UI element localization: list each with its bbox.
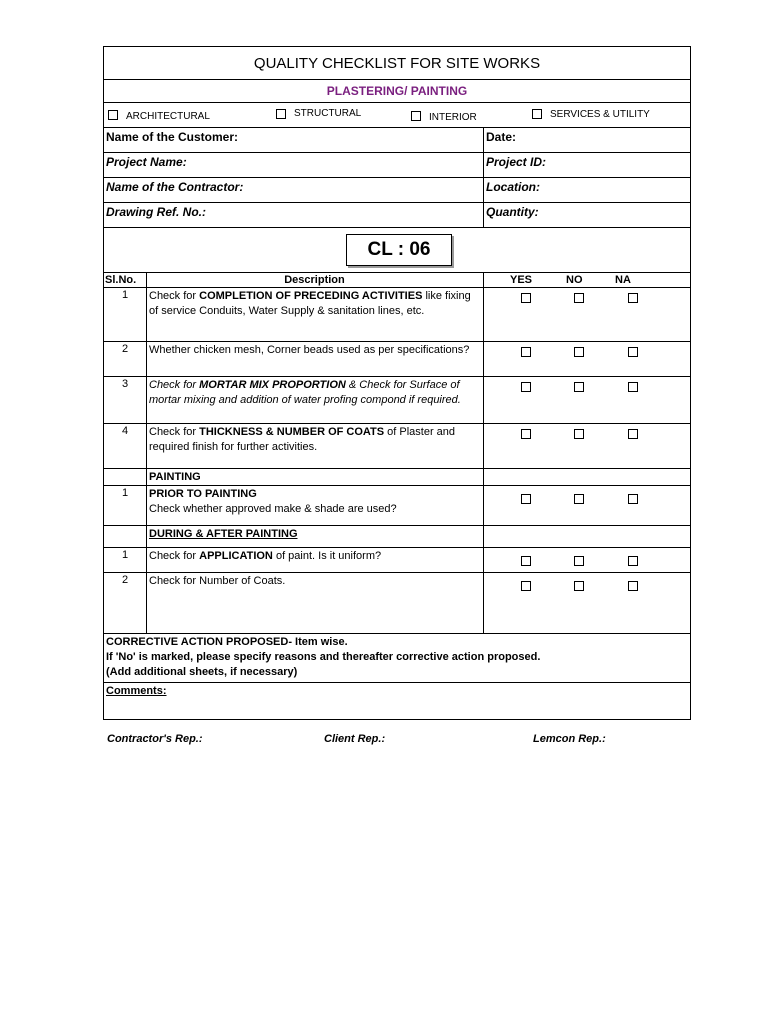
checkbox-na[interactable] bbox=[628, 293, 638, 303]
checkbox-no[interactable] bbox=[574, 556, 584, 566]
lemcon-rep-label: Lemcon Rep.: bbox=[533, 733, 606, 745]
row-number: 1 bbox=[121, 289, 129, 301]
checkbox-architectural[interactable] bbox=[108, 110, 118, 120]
row-description: Whether chicken mesh, Corner beads used as per specifications? bbox=[149, 344, 470, 356]
client-rep-label: Client Rep.: bbox=[324, 733, 386, 745]
row-description: Check for MORTAR MIX PROPORTION & Check for Surface of mortar mixing and addition of water profing compond if required. bbox=[149, 379, 461, 406]
corrective-line: CORRECTIVE ACTION PROPOSED- Item wise. bbox=[106, 636, 348, 648]
checkbox-yes[interactable] bbox=[521, 494, 531, 504]
table-header bbox=[103, 273, 691, 288]
category-label: INTERIOR bbox=[429, 112, 477, 123]
checkbox-no[interactable] bbox=[574, 429, 584, 439]
drawing-ref-label: Drawing Ref. No.: bbox=[106, 205, 207, 219]
col-na: NA bbox=[615, 274, 631, 286]
checkbox-no[interactable] bbox=[574, 382, 584, 392]
col-sl-no: Sl.No. bbox=[105, 274, 137, 286]
row-description: Check for THICKNESS & NUMBER OF COATS of Plaster and required finish for further activities. bbox=[149, 426, 456, 453]
table-row bbox=[103, 573, 691, 634]
checkbox-yes[interactable] bbox=[521, 347, 531, 357]
section-heading: DURING & AFTER PAINTING bbox=[149, 528, 298, 540]
checkbox-na[interactable] bbox=[628, 347, 638, 357]
info-row-drawing bbox=[103, 203, 691, 228]
date-label: Date: bbox=[486, 130, 517, 144]
corrective-line: (Add additional sheets, if necessary) bbox=[106, 666, 298, 678]
project-id-label: Project ID: bbox=[486, 155, 547, 169]
info-row-customer bbox=[103, 128, 691, 153]
table-row bbox=[103, 486, 691, 526]
category-label: SERVICES & UTILITY bbox=[550, 109, 650, 120]
row-number: 3 bbox=[121, 378, 129, 390]
checkbox-structural[interactable] bbox=[276, 109, 286, 119]
section-heading: PAINTING bbox=[149, 471, 201, 483]
col-no: NO bbox=[566, 274, 583, 286]
row-number: 4 bbox=[121, 425, 129, 437]
row-description: Check for COMPLETION OF PRECEDING ACTIVITIES like fixing of service Conduits, Water Supply & sanitation lines, etc. bbox=[149, 290, 471, 317]
page-subtitle: PLASTERING/ PAINTING bbox=[103, 80, 691, 103]
section-during-painting bbox=[103, 526, 691, 548]
row-number: 2 bbox=[121, 343, 129, 355]
corrective-line: If 'No' is marked, please specify reasons and thereafter corrective action proposed. bbox=[106, 651, 541, 663]
table-row bbox=[103, 424, 691, 469]
corrective-action bbox=[103, 634, 691, 683]
checkbox-na[interactable] bbox=[628, 494, 638, 504]
category-interior[interactable] bbox=[411, 108, 477, 123]
contractor-label: Name of the Contractor: bbox=[106, 180, 244, 194]
comments-label: Comments: bbox=[106, 685, 167, 697]
customer-label: Name of the Customer: bbox=[106, 130, 239, 144]
row-description: Check for Number of Coats. bbox=[149, 575, 286, 587]
project-name-label: Project Name: bbox=[106, 155, 187, 169]
checklist-sheet bbox=[103, 46, 691, 720]
checkbox-yes[interactable] bbox=[521, 556, 531, 566]
checkbox-yes[interactable] bbox=[521, 293, 531, 303]
checkbox-na[interactable] bbox=[628, 581, 638, 591]
info-row-contractor bbox=[103, 178, 691, 203]
section-painting bbox=[103, 469, 691, 486]
category-label: STRUCTURAL bbox=[294, 108, 362, 119]
checkbox-yes[interactable] bbox=[521, 581, 531, 591]
comments-box[interactable] bbox=[103, 683, 691, 720]
category-architectural[interactable] bbox=[108, 108, 210, 122]
row-number: 2 bbox=[121, 574, 129, 586]
table-row bbox=[103, 548, 691, 573]
col-description: Description bbox=[284, 274, 345, 286]
row-description: PRIOR TO PAINTING Check whether approved make & shade are used? bbox=[149, 488, 397, 515]
table-row bbox=[103, 377, 691, 424]
row-number: 1 bbox=[121, 549, 129, 561]
checkbox-no[interactable] bbox=[574, 347, 584, 357]
checklist-code: CL : 06 bbox=[346, 234, 452, 266]
checkbox-na[interactable] bbox=[628, 429, 638, 439]
checkbox-na[interactable] bbox=[628, 556, 638, 566]
row-description: Check for APPLICATION of paint. Is it uniform? bbox=[149, 550, 382, 562]
row-number: 1 bbox=[121, 487, 129, 499]
category-structural[interactable] bbox=[276, 108, 361, 119]
table-row bbox=[103, 342, 691, 377]
page-title: QUALITY CHECKLIST FOR SITE WORKS bbox=[103, 46, 691, 80]
info-row-project bbox=[103, 153, 691, 178]
checkbox-yes[interactable] bbox=[521, 382, 531, 392]
category-label: ARCHITECTURAL bbox=[126, 111, 210, 122]
col-yes: YES bbox=[510, 274, 533, 286]
checkbox-yes[interactable] bbox=[521, 429, 531, 439]
checklist-code-row bbox=[103, 228, 691, 273]
category-services[interactable] bbox=[532, 108, 650, 120]
checkbox-interior[interactable] bbox=[411, 111, 421, 121]
checkbox-na[interactable] bbox=[628, 382, 638, 392]
location-label: Location: bbox=[486, 180, 540, 194]
quantity-label: Quantity: bbox=[486, 205, 539, 219]
checkbox-no[interactable] bbox=[574, 293, 584, 303]
checkbox-no[interactable] bbox=[574, 581, 584, 591]
contractor-rep-label: Contractor's Rep.: bbox=[107, 733, 203, 745]
category-row bbox=[103, 103, 691, 128]
table-row bbox=[103, 288, 691, 342]
checkbox-no[interactable] bbox=[574, 494, 584, 504]
checkbox-services[interactable] bbox=[532, 109, 542, 119]
